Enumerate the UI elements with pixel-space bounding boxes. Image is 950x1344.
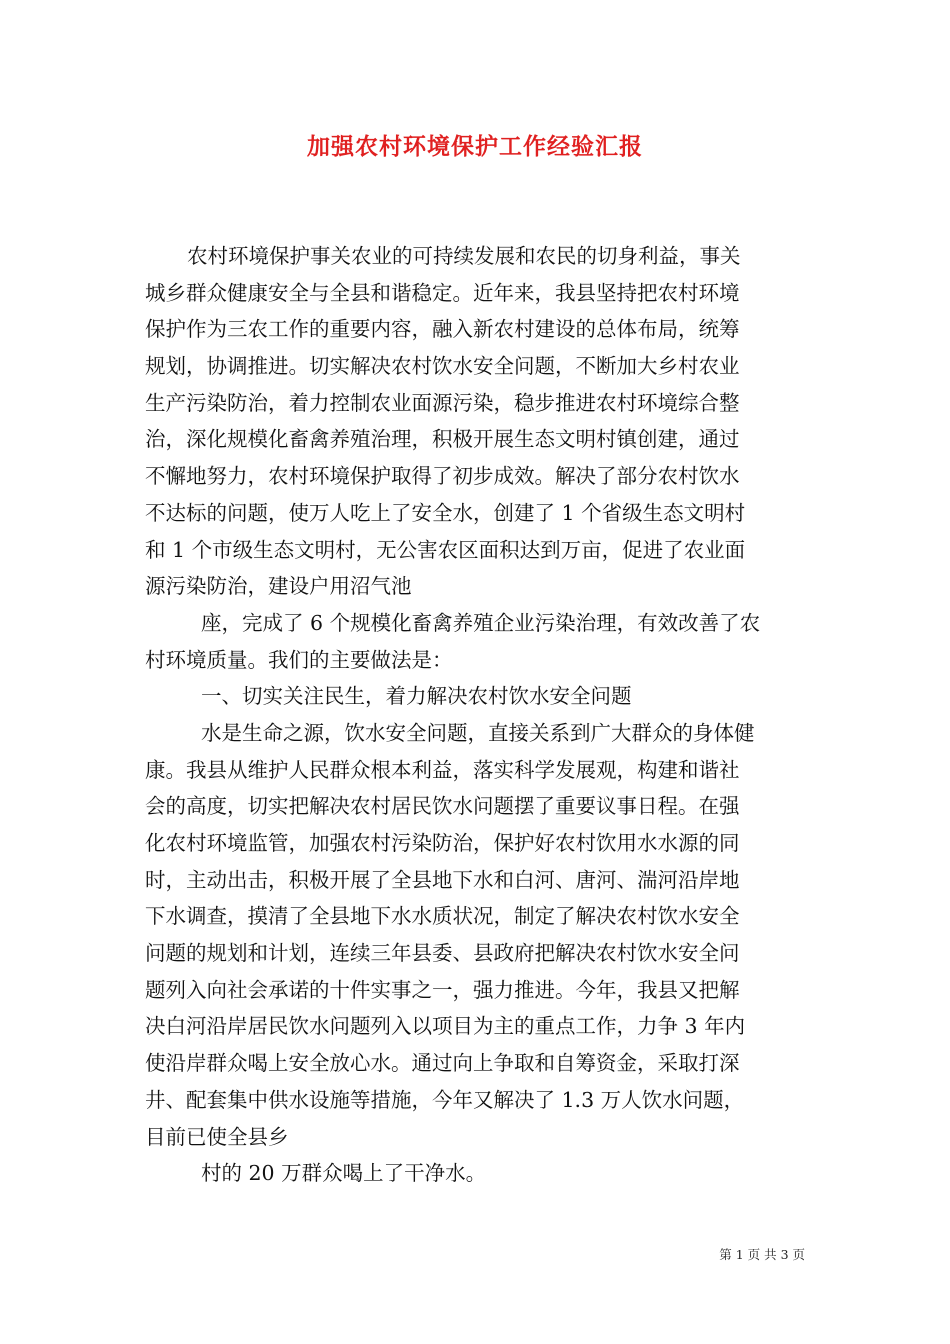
document-body xyxy=(145,238,805,1192)
text-line: 保护作为三农工作的重要内容，融入新农村建设的总体布局，统筹 xyxy=(145,317,740,342)
text-line: 使沿岸群众喝上安全放心水。通过向上争取和自筹资金，采取打深 xyxy=(145,1051,740,1076)
page-number: 第 1 页 共 3 页 xyxy=(719,1247,805,1262)
text-line: 村的 20 万群众喝上了干净水。 xyxy=(201,1161,487,1186)
text-line: 会的高度，切实把解决农村居民饮水问题摆了重要议事日程。在强 xyxy=(145,794,740,819)
text-line: 村环境质量。我们的主要做法是： xyxy=(145,647,453,672)
document-title: 加强农村环境保护工作经验汇报 xyxy=(307,133,643,160)
text-line: 目前已使全县乡 xyxy=(145,1124,289,1149)
text-line: 不达标的问题，使万人吃上了安全水，创建了 1 个省级生态文明村 xyxy=(145,500,746,525)
text-line: 治，深化规模化畜禽养殖治理，积极开展生态文明村镇创建，通过 xyxy=(145,427,740,452)
text-line: 时，主动出击，积极开展了全县地下水和白河、唐河、湍河沿岸地 xyxy=(145,867,740,892)
text-line: 水是生命之源，饮水安全问题，直接关系到广大群众的身体健 xyxy=(201,720,755,745)
text-line: 化农村环境监管，加强农村污染防治，保护好农村饮用水水源的同 xyxy=(145,831,740,855)
text-line: 源污染防治，建设户用沼气池 xyxy=(145,574,412,599)
text-line: 不懈地努力，农村环境保护取得了初步成效。解决了部分农村饮水 xyxy=(145,464,740,489)
text-line: 决白河沿岸居民饮水问题列入以项目为主的重点工作，力争 3 年内 xyxy=(145,1014,746,1039)
text-line: 题列入向社会承诺的十件实事之一，强力推进。今年，我县又把解 xyxy=(145,977,740,1002)
section-heading: 一、切实关注民生，着力解决农村饮水安全问题 xyxy=(201,684,632,709)
text-line: 井、配套集中供水设施等措施，今年又解决了 1.3 万人饮水问题， xyxy=(145,1087,745,1112)
text-line: 规划，协调推进。切实解决农村饮水安全问题，不断加大乡村农业 xyxy=(145,354,740,379)
text-line: 和 1 个市级生态文明村，无公害农区面积达到万亩，促进了农业面 xyxy=(145,537,746,562)
text-line: 下水调查，摸清了全县地下水水质状况，制定了解决农村饮水安全 xyxy=(145,904,740,929)
text-line: 座，完成了 6 个规模化畜禽养殖企业污染治理，有效改善了农 xyxy=(201,610,761,635)
text-line: 农村环境保护事关农业的可持续发展和农民的切身利益，事关 xyxy=(187,244,741,268)
text-line: 城乡群众健康安全与全县和谐稳定。近年来，我县坚持把农村环境 xyxy=(145,280,740,305)
text-line: 生产污染防治，着力控制农业面源污染，稳步推进农村环境综合整 xyxy=(145,390,740,415)
text-line: 问题的规划和计划，连续三年县委、县政府把解决农村饮水安全问 xyxy=(145,941,740,966)
text-line: 康。我县从维护人民群众根本利益，落实科学发展观，构建和谐社 xyxy=(145,757,740,782)
